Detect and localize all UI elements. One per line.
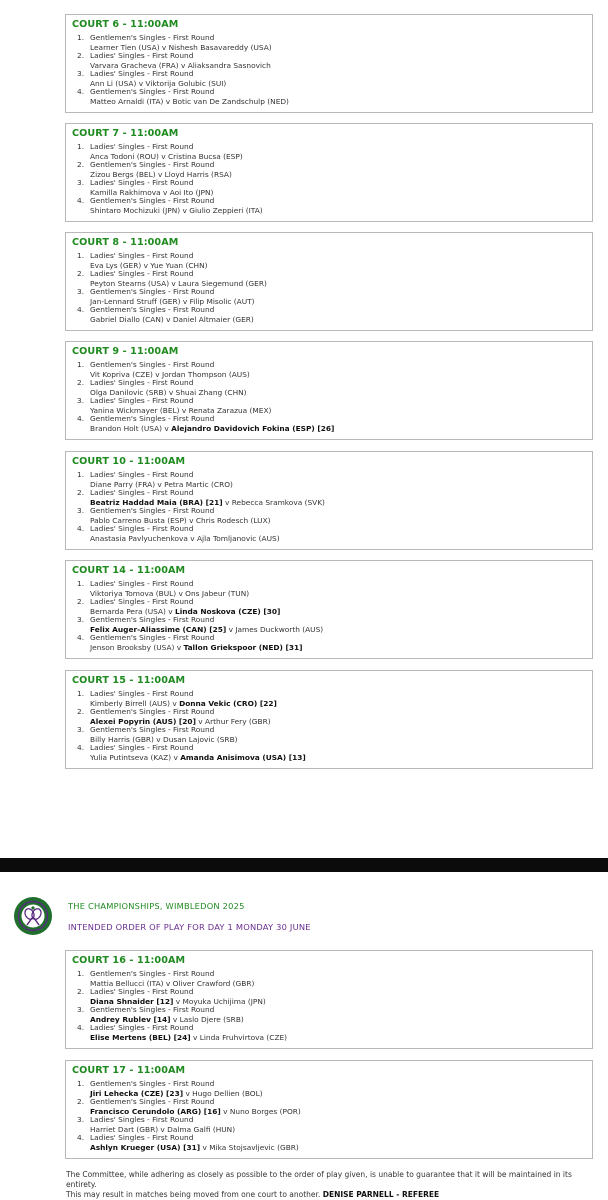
player-text: Brandon Holt (USA) v bbox=[90, 424, 172, 433]
footer-line-2-text: This may result in matches being moved from one court to another. bbox=[66, 1190, 323, 1199]
match-number: 2. bbox=[77, 378, 85, 387]
match-number: 4. bbox=[77, 743, 85, 752]
match-round: Ladies' Singles - First Round bbox=[90, 689, 194, 698]
committee-footer bbox=[66, 1170, 601, 1200]
match-number: 4. bbox=[77, 524, 85, 533]
match-number: 3. bbox=[77, 1005, 85, 1014]
match-round: Ladies' Singles - First Round bbox=[90, 69, 194, 78]
match-number: 3. bbox=[77, 178, 85, 187]
match-number: 4. bbox=[77, 1133, 85, 1142]
match-number: 1. bbox=[77, 579, 85, 588]
match-round: Gentlemen's Singles - First Round bbox=[90, 1097, 215, 1106]
match-number: 1. bbox=[77, 1079, 85, 1088]
player-text: Peyton Stearns (USA) v Laura Siegemund (GER) bbox=[90, 279, 267, 288]
referee-name: DENISE PARNELL - REFEREE bbox=[322, 1190, 440, 1199]
match-number: 2. bbox=[77, 707, 85, 716]
match-number: 2. bbox=[77, 160, 85, 169]
match-round: Ladies' Singles - First Round bbox=[90, 987, 194, 996]
match-round: Gentlemen's Singles - First Round bbox=[90, 196, 215, 205]
order-of-play-title: INTENDED ORDER OF PLAY FOR DAY 1 MONDAY 30 JUNE bbox=[68, 922, 311, 932]
footer-line-1: The Committee, while adhering as closely as possible to the order of play given, is unable to guarantee that it will be maintained in its entirety. bbox=[66, 1170, 572, 1189]
match-round: Ladies' Singles - First Round bbox=[90, 1023, 194, 1032]
player-text: v Laslo Djere (SRB) bbox=[170, 1015, 244, 1024]
match-round: Ladies' Singles - First Round bbox=[90, 579, 194, 588]
seeded-player: Donna Vekic (CRO) [22] bbox=[179, 699, 277, 708]
match-round: Gentlemen's Singles - First Round bbox=[90, 1005, 215, 1014]
match-item bbox=[66, 87, 592, 109]
match-players bbox=[90, 1033, 287, 1043]
court-block bbox=[65, 14, 593, 113]
court-title: COURT 10 - 11:00AM bbox=[72, 456, 186, 467]
match-number: 3. bbox=[77, 615, 85, 624]
player-text: Eva Lys (GER) v Yue Yuan (CHN) bbox=[90, 261, 208, 270]
match-round: Ladies' Singles - First Round bbox=[90, 524, 194, 533]
player-text: Jan-Lennard Struff (GER) v Filip Misolic (AUT) bbox=[90, 297, 255, 306]
match-item bbox=[66, 305, 592, 327]
player-text: Harriet Dart (GBR) v Dalma Galfi (HUN) bbox=[90, 1125, 236, 1134]
player-text: v Mika Stojsavljevic (GBR) bbox=[200, 1143, 299, 1152]
match-number: 2. bbox=[77, 488, 85, 497]
match-number: 4. bbox=[77, 1023, 85, 1032]
match-players bbox=[90, 643, 303, 653]
match-players bbox=[90, 206, 263, 216]
player-text: Olga Danilovic (SRB) v Shuai Zhang (CHN) bbox=[90, 388, 247, 397]
player-text: v Nuno Borges (POR) bbox=[220, 1107, 301, 1116]
player-text: Shintaro Mochizuki (JPN) v Giulio Zeppieri (ITA) bbox=[90, 206, 263, 215]
player-text: Jenson Brooksby (USA) v bbox=[90, 643, 184, 652]
match-number: 2. bbox=[77, 269, 85, 278]
court-block bbox=[65, 451, 593, 550]
match-round: Ladies' Singles - First Round bbox=[90, 1133, 194, 1142]
player-text: Matteo Arnaldi (ITA) v Botic van De Zandschulp (NED) bbox=[90, 97, 289, 106]
match-round: Gentlemen's Singles - First Round bbox=[90, 305, 215, 314]
player-text: v Hugo Dellien (BOL) bbox=[183, 1089, 263, 1098]
player-text: v Moyuka Uchijima (JPN) bbox=[173, 997, 266, 1006]
match-number: 4. bbox=[77, 196, 85, 205]
player-text: Kimberly Birrell (AUS) v bbox=[90, 699, 180, 708]
championship-title: THE CHAMPIONSHIPS, WIMBLEDON 2025 bbox=[68, 901, 245, 911]
player-text: Anca Todoni (ROU) v Cristina Bucsa (ESP) bbox=[90, 152, 243, 161]
match-round: Ladies' Singles - First Round bbox=[90, 142, 194, 151]
match-number: 4. bbox=[77, 87, 85, 96]
player-text: Gabriel Diallo (CAN) v Daniel Altmaier (GER) bbox=[90, 315, 254, 324]
court-block bbox=[65, 560, 593, 659]
seeded-player: Ashlyn Krueger (USA) [31] bbox=[90, 1143, 201, 1152]
player-text: Zizou Bergs (BEL) v Lloyd Harris (RSA) bbox=[90, 170, 232, 179]
player-text: Vit Kopriva (CZE) v Jordan Thompson (AUS) bbox=[90, 370, 250, 379]
seeded-player: Francisco Cerundolo (ARG) [16] bbox=[90, 1107, 221, 1116]
match-players bbox=[90, 534, 280, 544]
match-round: Ladies' Singles - First Round bbox=[90, 178, 194, 187]
match-round: Ladies' Singles - First Round bbox=[90, 470, 194, 479]
match-item bbox=[66, 1133, 592, 1155]
player-text: v Arthur Fery (GBR) bbox=[195, 717, 271, 726]
match-number: 3. bbox=[77, 396, 85, 405]
wimbledon-logo-icon bbox=[13, 896, 53, 936]
court-title: COURT 14 - 11:00AM bbox=[72, 565, 186, 576]
seeded-player: Linda Noskova (CZE) [30] bbox=[175, 607, 281, 616]
court-title: COURT 8 - 11:00AM bbox=[72, 237, 179, 248]
page-divider bbox=[0, 858, 608, 872]
court-title: COURT 9 - 11:00AM bbox=[72, 346, 179, 357]
court-title: COURT 17 - 11:00AM bbox=[72, 1065, 186, 1076]
match-round: Gentlemen's Singles - First Round bbox=[90, 414, 215, 423]
match-round: Gentlemen's Singles - First Round bbox=[90, 633, 215, 642]
match-round: Gentlemen's Singles - First Round bbox=[90, 360, 215, 369]
match-round: Gentlemen's Singles - First Round bbox=[90, 87, 215, 96]
seeded-player: Felix Auger-Aliassime (CAN) [25] bbox=[90, 625, 227, 634]
player-text: Diane Parry (FRA) v Petra Martic (CRO) bbox=[90, 480, 233, 489]
match-round: Ladies' Singles - First Round bbox=[90, 1115, 194, 1124]
match-players bbox=[90, 424, 334, 434]
player-text: Yulia Putintseva (KAZ) v bbox=[90, 753, 181, 762]
match-item bbox=[66, 633, 592, 655]
match-round: Gentlemen's Singles - First Round bbox=[90, 1079, 215, 1088]
match-item bbox=[66, 414, 592, 436]
court-block bbox=[65, 123, 593, 222]
match-round: Ladies' Singles - First Round bbox=[90, 378, 194, 387]
match-round: Gentlemen's Singles - First Round bbox=[90, 969, 215, 978]
match-round: Gentlemen's Singles - First Round bbox=[90, 707, 215, 716]
match-item bbox=[66, 743, 592, 765]
match-round: Gentlemen's Singles - First Round bbox=[90, 725, 215, 734]
match-number: 4. bbox=[77, 305, 85, 314]
match-item bbox=[66, 1023, 592, 1045]
match-number: 4. bbox=[77, 414, 85, 423]
player-text: Billy Harris (GBR) v Dusan Lajovic (SRB) bbox=[90, 735, 238, 744]
player-text: Ann Li (USA) v Viktorija Golubic (SUI) bbox=[90, 79, 227, 88]
footer-line-2 bbox=[66, 1190, 601, 1200]
match-number: 2. bbox=[77, 51, 85, 60]
seeded-player: Jiri Lehecka (CZE) [23] bbox=[90, 1089, 184, 1098]
court-title: COURT 6 - 11:00AM bbox=[72, 19, 179, 30]
player-text: Viktoriya Tomova (BUL) v Ons Jabeur (TUN) bbox=[90, 589, 250, 598]
player-text: Yanina Wickmayer (BEL) v Renata Zarazua (MEX) bbox=[90, 406, 272, 415]
match-round: Ladies' Singles - First Round bbox=[90, 251, 194, 260]
match-number: 1. bbox=[77, 142, 85, 151]
seeded-player: Elise Mertens (BEL) [24] bbox=[90, 1033, 191, 1042]
order-of-play-page-2 bbox=[0, 872, 608, 1200]
match-round: Ladies' Singles - First Round bbox=[90, 51, 194, 60]
seeded-player: Beatriz Haddad Maia (BRA) [21] bbox=[90, 498, 223, 507]
match-number: 3. bbox=[77, 506, 85, 515]
court-title: COURT 7 - 11:00AM bbox=[72, 128, 179, 139]
match-number: 1. bbox=[77, 33, 85, 42]
match-players bbox=[90, 315, 254, 325]
court-block bbox=[65, 232, 593, 331]
match-number: 3. bbox=[77, 69, 85, 78]
seeded-player: Tallon Griekspoor (NED) [31] bbox=[183, 643, 303, 652]
match-number: 1. bbox=[77, 689, 85, 698]
match-item bbox=[66, 524, 592, 546]
match-number: 3. bbox=[77, 725, 85, 734]
match-number: 1. bbox=[77, 251, 85, 260]
court-block bbox=[65, 670, 593, 769]
match-number: 1. bbox=[77, 470, 85, 479]
court-title: COURT 15 - 11:00AM bbox=[72, 675, 186, 686]
match-round: Gentlemen's Singles - First Round bbox=[90, 615, 215, 624]
player-text: Learner Tien (USA) v Nishesh Basavareddy (USA) bbox=[90, 43, 272, 52]
match-round: Gentlemen's Singles - First Round bbox=[90, 160, 215, 169]
player-text: Varvara Gracheva (FRA) v Aliaksandra Sasnovich bbox=[90, 61, 271, 70]
match-round: Gentlemen's Singles - First Round bbox=[90, 33, 215, 42]
court-block bbox=[65, 950, 593, 1049]
player-text: Mattia Bellucci (ITA) v Oliver Crawford (GBR) bbox=[90, 979, 255, 988]
match-round: Gentlemen's Singles - First Round bbox=[90, 506, 215, 515]
player-text: Kamilla Rakhimova v Aoi Ito (JPN) bbox=[90, 188, 214, 197]
match-players bbox=[90, 1143, 299, 1153]
seeded-player: Andrey Rublev [14] bbox=[90, 1015, 171, 1024]
seeded-player: Alexei Popyrin (AUS) [20] bbox=[90, 717, 196, 726]
match-number: 3. bbox=[77, 1115, 85, 1124]
match-number: 1. bbox=[77, 360, 85, 369]
seeded-player: Alejandro Davidovich Fokina (ESP) [26] bbox=[171, 424, 335, 433]
match-number: 4. bbox=[77, 633, 85, 642]
match-number: 1. bbox=[77, 969, 85, 978]
match-round: Ladies' Singles - First Round bbox=[90, 269, 194, 278]
player-text: v James Duckworth (AUS) bbox=[226, 625, 324, 634]
match-item bbox=[66, 196, 592, 218]
court-block bbox=[65, 1060, 593, 1159]
seeded-player: Amanda Anisimova (USA) [13] bbox=[180, 753, 306, 762]
match-number: 3. bbox=[77, 287, 85, 296]
player-text: v Linda Fruhvirtova (CZE) bbox=[190, 1033, 288, 1042]
match-round: Ladies' Singles - First Round bbox=[90, 488, 194, 497]
seeded-player: Diana Shnaider [12] bbox=[90, 997, 174, 1006]
player-text: Bernarda Pera (USA) v bbox=[90, 607, 176, 616]
court-block bbox=[65, 341, 593, 440]
match-round: Gentlemen's Singles - First Round bbox=[90, 287, 215, 296]
court-title: COURT 16 - 11:00AM bbox=[72, 955, 186, 966]
match-number: 2. bbox=[77, 597, 85, 606]
player-text: Anastasia Pavlyuchenkova v Ajla Tomljanovic (AUS) bbox=[90, 534, 280, 543]
match-number: 2. bbox=[77, 987, 85, 996]
match-round: Ladies' Singles - First Round bbox=[90, 597, 194, 606]
player-text: Pablo Carreno Busta (ESP) v Chris Rodesch (LUX) bbox=[90, 516, 271, 525]
match-players bbox=[90, 97, 289, 107]
match-round: Ladies' Singles - First Round bbox=[90, 396, 194, 405]
match-number: 2. bbox=[77, 1097, 85, 1106]
match-round: Ladies' Singles - First Round bbox=[90, 743, 194, 752]
match-players bbox=[90, 753, 306, 763]
player-text: v Rebecca Sramkova (SVK) bbox=[222, 498, 325, 507]
